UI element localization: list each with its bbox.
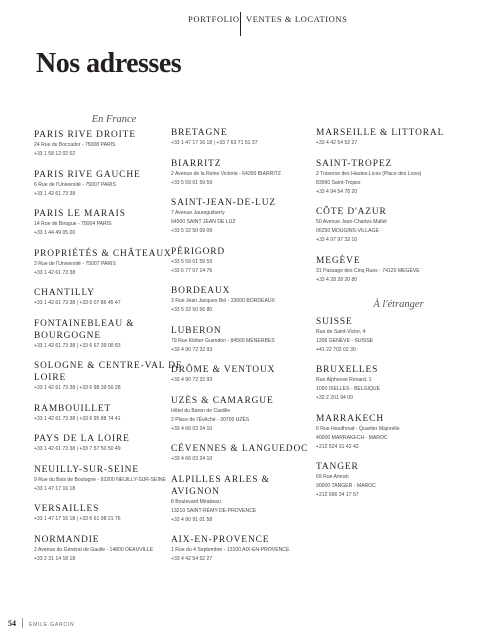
office-name: CÉVENNES & LANGUEDOC — [171, 444, 309, 454]
header-left: PORTFOLIO — [188, 14, 240, 24]
office-detail: 83990 Saint-Tropez — [316, 179, 361, 186]
office-name: BRUXELLES — [316, 365, 379, 375]
office-name: SAINT-JEAN-DE-LUZ — [171, 198, 277, 208]
office-detail: Rue de Saint-Victor, 4 — [316, 328, 366, 335]
address-block — [316, 255, 466, 285]
office-detail: +32 2 201 94 00 — [316, 395, 353, 401]
office-detail: +33 1 47 17 16 18 | +33 6 61 98 21 76 — [34, 516, 121, 522]
address-block — [171, 197, 316, 236]
office-detail: +33 4 66 03 24 10 — [171, 456, 213, 462]
office-detail: 1206 GENÈVE - SUISSE — [316, 337, 374, 344]
address-block — [34, 287, 184, 308]
address-block — [34, 534, 184, 564]
region-heading-abroad: À l'étranger — [373, 298, 424, 310]
address-block — [316, 158, 466, 197]
office-detail: +33 1 42 61 73 38 — [34, 190, 76, 197]
office-name: BRETAGNE — [171, 128, 228, 138]
office-detail: 8 Boulevard Mirabeau — [171, 498, 221, 505]
office-detail: 69 Rue Amrah — [316, 474, 349, 480]
office-name: PARIS RIVE DROITE — [34, 130, 136, 140]
office-detail: +33 1 47 17 16 18 — [34, 485, 76, 492]
office-detail: +212 666 34 17 57 — [316, 492, 359, 498]
office-detail: 50 Avenue Jean-Charles Mallet — [316, 219, 387, 225]
office-name: PARIS RIVE GAUCHE — [34, 169, 141, 180]
office-name: AIX-EN-PROVENCE — [171, 535, 270, 545]
address-block — [34, 464, 184, 494]
office-name: ALPILLES ARLES & AVIGNON — [171, 474, 270, 497]
office-detail: +33 1 42 61 73 38 | +33 6 95 88 74 41 — [34, 415, 121, 422]
office-name: SOLOGNE & CENTRE-VAL DE LOIRE — [34, 361, 183, 383]
office-detail: 31 Passage des Cinq Rues - 74120 MEGÈVE — [316, 267, 420, 274]
office-detail: 3 Rue Jean Jacques Bel - 33000 BORDEAUX — [171, 298, 275, 304]
office-detail: 79 Rue Kléber Guendon - 84560 MÉNERBES — [171, 337, 275, 344]
address-block — [34, 360, 184, 393]
column-france-1 — [34, 114, 184, 573]
office-name: PÉRIGORD — [171, 246, 226, 257]
office-detail: +33 4 90 72 32 93 — [171, 346, 213, 353]
office-name: MARRAKECH — [316, 413, 385, 424]
address-block — [171, 158, 316, 188]
page-number: 54 — [8, 619, 16, 628]
office-detail: 40000 MARRAKECH - MAROC — [316, 434, 388, 441]
address-block — [171, 443, 316, 464]
address-block — [171, 285, 316, 315]
office-detail: 1050 IXELLES - BELGIQUE — [316, 386, 380, 392]
footer-separator — [22, 618, 23, 628]
office-name: NEUILLY-SUR-SEINE — [34, 464, 139, 475]
office-name: NORMANDIE — [34, 534, 100, 545]
office-detail: 6 Rue Houdhoud - Quartier Majorelle — [316, 425, 400, 432]
address-block — [171, 325, 316, 355]
address-block — [34, 403, 184, 424]
office-detail: +33 1 58 12 02 02 — [34, 151, 76, 157]
office-detail: +33 5 32 50 56 80 — [171, 307, 213, 313]
column-france-2 — [171, 114, 316, 574]
office-detail: +33 4 28 28 20 80 — [316, 276, 358, 283]
office-detail: +33 2 31 14 18 18 — [34, 555, 76, 562]
office-detail: Rue Alphonse Renard, 1 — [316, 377, 372, 383]
office-name: FONTAINEBLEAU & BOURGOGNE — [34, 318, 135, 341]
address-block — [316, 461, 466, 500]
address-block — [34, 503, 184, 524]
office-detail: 6 Rue de l'Université - 75007 PARIS — [34, 181, 116, 188]
office-name: BORDEAUX — [171, 286, 231, 296]
office-detail: 90000 TANGER - MAROC — [316, 483, 376, 489]
address-block — [171, 246, 316, 276]
office-detail: 9 Rue du Bois de Boulogne - 92200 NEUILLY-SUR-SEINE — [34, 476, 166, 483]
address-block — [171, 364, 316, 385]
office-detail: +212 524 31 42 42 — [316, 443, 359, 450]
office-detail: +33 5 32 50 09 09 — [171, 228, 213, 234]
address-block — [171, 395, 316, 434]
office-detail: +33 6 77 07 14 76 — [171, 267, 213, 274]
office-detail: +33 4 90 72 32 93 — [171, 377, 213, 383]
office-detail: +33 5 59 01 59 59 — [171, 179, 213, 186]
region-heading-france: En France — [91, 114, 137, 125]
office-detail: 2 Avenue du Général de Gaulle - 14800 DEAUVILLE — [34, 546, 154, 553]
office-detail: +33 4 66 03 24 10 — [171, 425, 213, 432]
office-detail: 2 Place de l'Évêché - 30700 UZÈS — [171, 416, 250, 423]
office-detail: +33 1 42 61 73 38 | +33 6 98 39 50 28 — [34, 385, 121, 391]
office-detail: +33 4 94 54 78 20 — [316, 188, 358, 195]
page-title: Nos adresses — [36, 48, 182, 79]
address-block — [171, 534, 316, 564]
address-block — [34, 169, 184, 199]
office-detail: 14 Rue de Birague - 75004 PARIS — [34, 221, 112, 227]
address-block — [34, 248, 184, 278]
office-name: VERSAILLES — [34, 504, 100, 514]
office-name: SUISSE — [316, 316, 353, 327]
footer-brand: EMILE GARCIN — [29, 622, 75, 628]
office-name: MARSEILLE & LITTORAL — [316, 128, 445, 138]
office-name: RAMBOUILLET — [34, 403, 112, 414]
address-block — [316, 364, 466, 403]
office-name: CÔTE D'AZUR — [316, 207, 387, 217]
office-name: PAYS DE LA LOIRE — [34, 434, 130, 444]
office-detail: +33 1 44 49 05 00 — [34, 230, 76, 236]
office-detail: Hôtel du Baron de Castille — [171, 407, 231, 414]
office-detail: 06250 MOUGINS-VILLAGE — [316, 228, 379, 234]
office-detail: 24 Rue du Boccador - 75008 PARIS — [34, 142, 116, 148]
office-detail: +33 4 90 91 01 58 — [171, 516, 213, 523]
office-detail: +33 1 42 61 73 38 — [34, 269, 76, 276]
office-name: DRÔME & VENTOUX — [171, 365, 276, 375]
office-detail: 3 Rue de l'Université - 75007 PARIS — [34, 260, 116, 267]
address-block — [34, 208, 184, 238]
office-name: BIARRITZ — [171, 158, 222, 169]
office-detail: 7 Avenue Jaureguiberry — [171, 210, 225, 216]
office-detail: +33 5 59 01 59 59 — [171, 258, 213, 265]
office-detail: 64500 SAINT JEAN DE LUZ — [171, 219, 236, 225]
office-detail: +33 1 42 61 73 38 | +33 6 07 86 45 47 — [34, 300, 121, 306]
office-detail: +33 4 42 54 52 27 — [171, 556, 213, 562]
office-name: LUBERON — [171, 325, 222, 336]
address-block — [34, 318, 184, 351]
office-name: UZÈS & CAMARGUE — [171, 395, 274, 406]
address-block — [171, 474, 316, 525]
office-name: SAINT-TROPEZ — [316, 158, 393, 169]
office-detail: +33 4 97 97 32 10 — [316, 237, 358, 243]
address-block — [316, 316, 466, 355]
address-block — [316, 413, 466, 452]
column-france-3-abroad — [316, 114, 466, 510]
office-name: PROPRIÉTÉS & CHÂTEAUX — [34, 248, 172, 259]
header-separator — [240, 12, 241, 36]
office-detail: +41 22 702 02 30 — [316, 346, 356, 353]
address-block — [34, 129, 184, 159]
office-detail: 1 Rue du 4 Septembre - 13100 AIX-EN-PROVENCE — [171, 547, 290, 553]
office-name: PARIS LE MARAIS — [34, 209, 126, 219]
address-block — [171, 127, 316, 148]
header-right: VENTES & LOCATIONS — [246, 14, 348, 24]
office-detail: 13210 SAINT-RÉMY-DE-PROVENCE — [171, 507, 257, 514]
address-block — [34, 433, 184, 454]
office-name: TANGER — [316, 462, 359, 472]
office-name: CHANTILLY — [34, 288, 95, 298]
address-block — [316, 127, 466, 148]
office-detail: 2 Avenue de la Reine Victoria - 64200 BIARRITZ — [171, 170, 281, 177]
office-detail: +33 1 47 17 16 18 | +33 7 63 71 51 37 — [171, 140, 258, 146]
address-block — [316, 206, 466, 245]
office-detail: +33 1 42 61 73 38 | +33 6 67 39 00 83 — [34, 342, 121, 349]
page-footer — [8, 618, 74, 628]
office-detail: 2 Traverse des Hautes-Lices (Place des Lices) — [316, 170, 422, 177]
office-name: MEGÈVE — [316, 255, 361, 266]
office-detail: +33 4 42 54 52 27 — [316, 140, 358, 146]
office-detail: +33 1 42 61 73 38 | +33 7 57 50 50 49 — [34, 446, 121, 452]
